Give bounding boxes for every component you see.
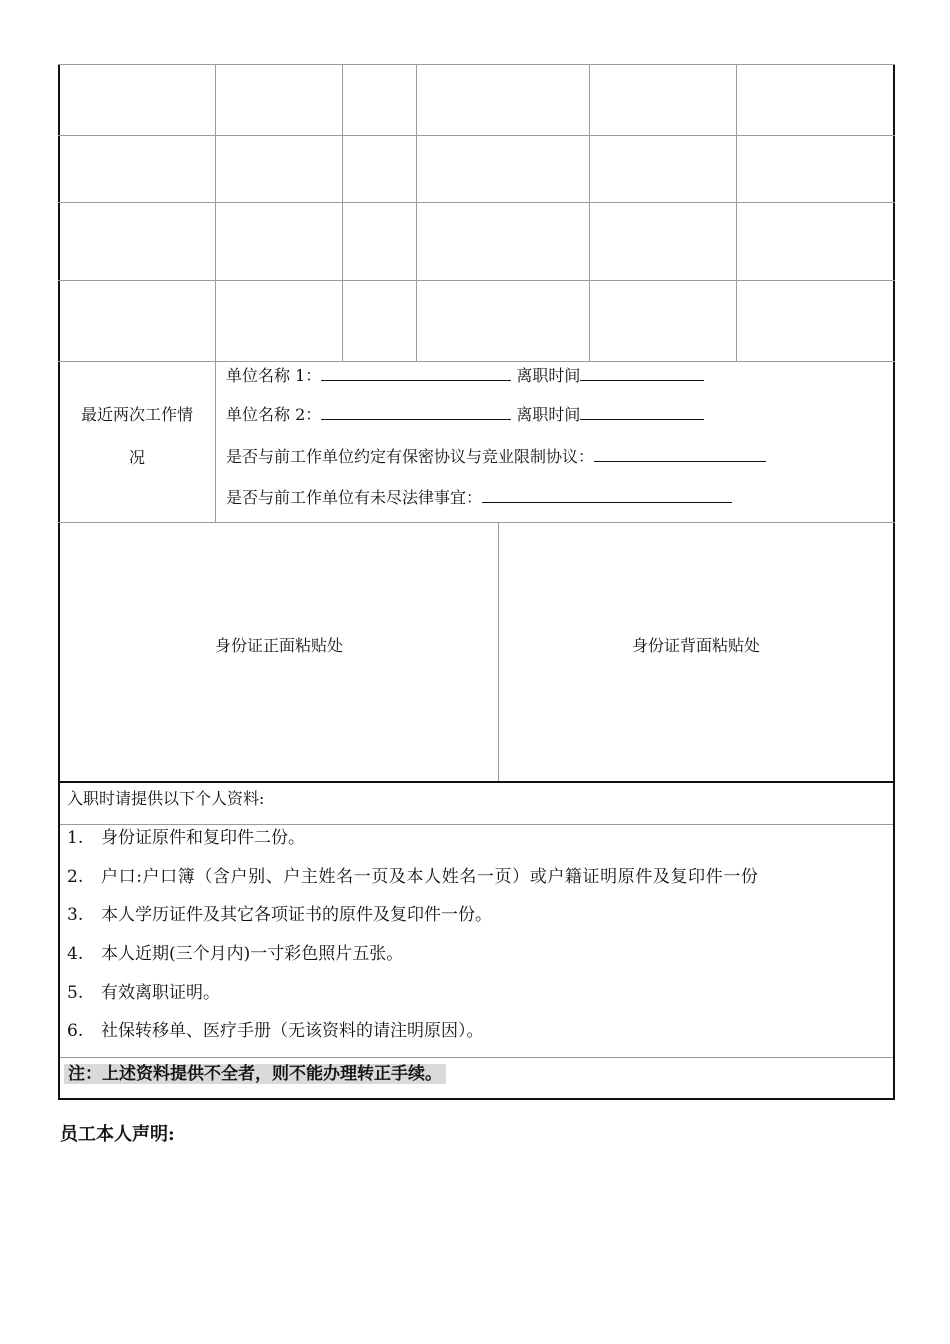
unit1-name-field[interactable] [321,366,511,381]
grid-col-divider [342,64,343,362]
legal-matters-field[interactable] [482,488,732,503]
note-text: 注：上述资料提供不全者，则不能办理转正手续。 [64,1064,446,1084]
recent-jobs-divider [215,361,216,523]
unit2-name-field[interactable] [321,405,511,420]
table-left-border [58,64,60,784]
confidentiality-field[interactable] [594,447,766,462]
unit1-leave-field[interactable] [580,366,704,381]
table-right-border [893,64,895,784]
documents-heading: 入职时请提供以下个人资料: [67,789,265,808]
documents-heading-divider [60,824,893,825]
grid-row-divider [58,64,895,65]
legal-matters-question: 是否与前工作单位有未尽法律事宜： [226,488,483,507]
work-history-grid [58,64,895,362]
list-item: 2. 户口:户口簿（含户别、户主姓名一页及本人姓名一页）或户籍证明原件及复印件一份 [67,867,759,887]
grid-row-divider [58,280,895,281]
documents-note [64,1064,446,1084]
note-divider [60,1057,893,1058]
list-item: 3. 本人学历证件及其它各项证书的原件及复印件一份。 [67,905,492,925]
grid-row-divider [58,361,895,362]
documents-box-left [58,781,60,1100]
unit1-label: 单位名称 1： [226,366,322,385]
grid-col-divider [416,64,417,362]
recent-jobs-label-cont: 况 [128,448,145,467]
grid-row-divider [58,202,895,203]
unit2-label: 单位名称 2： [226,405,322,424]
list-item: 6. 社保转移单、医疗手册（无该资料的请注明原因）。 [67,1021,484,1041]
list-item: 4. 本人近期(三个月内)一寸彩色照片五张。 [67,944,404,964]
list-item: 5. 有效离职证明。 [67,983,220,1003]
grid-col-divider [589,64,590,362]
unit2-leave-field[interactable] [580,405,704,420]
grid-col-divider [736,64,737,362]
documents-box-right [893,781,895,1100]
id-card-front-area: 身份证正面粘贴处 [214,636,343,655]
unit2-leave-label: 离职时间 [516,405,581,424]
documents-box-top [58,781,895,783]
declaration-heading: 员工本人声明: [60,1124,175,1145]
grid-row-divider [58,135,895,136]
legal-matters-row [226,488,732,508]
id-card-back-area: 身份证背面粘贴处 [631,636,760,655]
confidentiality-question: 是否与前工作单位约定有保密协议与竞业限制协议： [226,447,595,466]
unit1-leave-label: 离职时间 [516,366,581,385]
documents-box-bottom [58,1098,895,1100]
list-item: 1. 身份证原件和复印件二份。 [67,828,305,848]
section-divider [58,522,895,523]
recent-jobs-label: 最近两次工作情 [80,405,193,424]
unit1-row [226,366,704,386]
unit2-row [226,405,704,425]
grid-col-divider [215,64,216,362]
confidentiality-row [226,447,766,467]
